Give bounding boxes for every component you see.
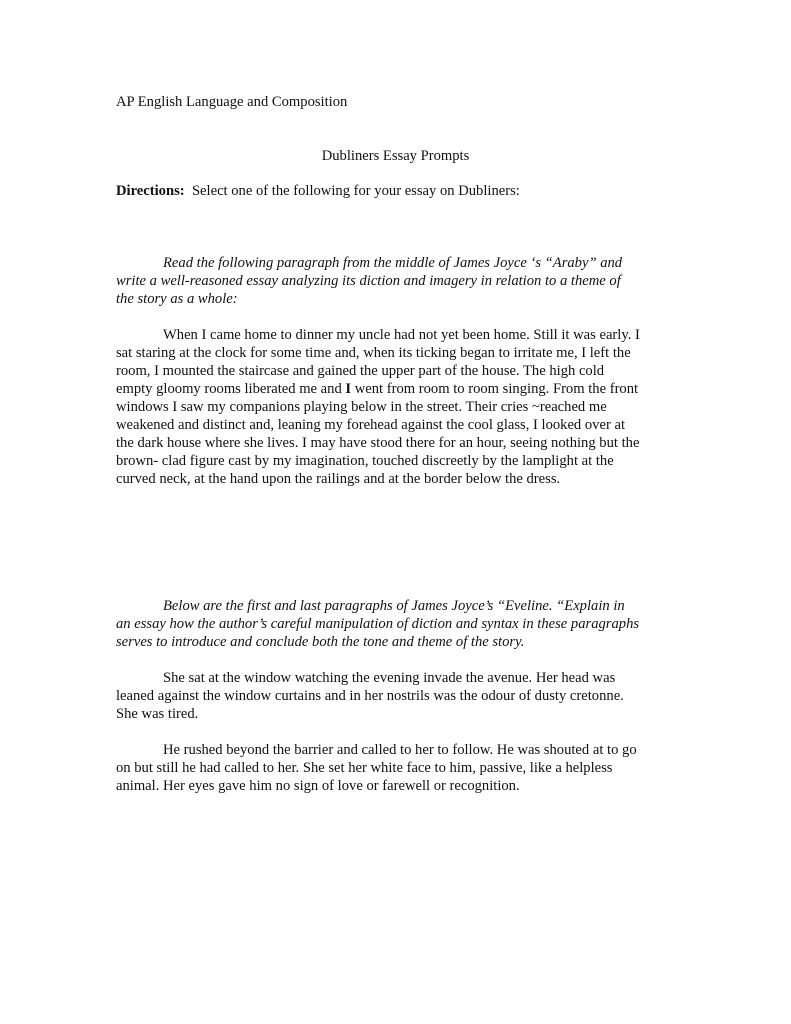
prompt2-instruction-line: an essay how the author’s careful manipulation of diction and syntax in these paragraphs — [116, 616, 640, 632]
araby-line: weakened and distinct and, leaning my forehead against the cool glass, I looked over at — [116, 417, 625, 433]
araby-line-part: empty gloomy rooms liberated me and — [116, 381, 346, 397]
eveline-line: She sat at the window watching the evening invade the avenue. Her head was — [163, 670, 616, 686]
eveline-line: animal. Her eyes gave him no sign of love or farewell or recognition. — [116, 778, 520, 794]
araby-bold-i: I — [345, 381, 352, 397]
eveline-line: on but still he had called to her. She set her white face to him, passive, like a helpless — [116, 760, 613, 776]
araby-line: sat staring at the clock for some time and, when its ticking began to irritate me, I left the — [116, 345, 631, 361]
araby-line-part: went from room to room singing. From the front — [351, 381, 639, 397]
araby-line: room, I mounted the staircase and gained the upper part of the house. The high cold — [116, 363, 605, 379]
araby-line: the dark house where she lives. I may have stood there for an hour, seeing nothing but the — [116, 435, 640, 451]
araby-line: windows I saw my companions playing below in the street. Their cries ~reached me — [116, 399, 607, 415]
araby-line: curved neck, at the hand upon the railings and at the border below the dress. — [116, 471, 561, 487]
prompt1-instruction-line: Read the following paragraph from the middle of James Joyce ‘s “Araby” and — [163, 255, 623, 271]
eveline-line: He rushed beyond the barrier and called to her to follow. He was shouted at to go — [163, 742, 637, 758]
directions-text: Select one of the following for your essay on Dubliners: — [184, 183, 520, 199]
prompt2-instruction-line: serves to introduce and conclude both the tone and theme of the story. — [116, 634, 525, 650]
doc-title: Dubliners Essay Prompts — [321, 148, 470, 164]
araby-line: brown- clad figure cast by my imagination, touched discreetly by the lamplight at the — [116, 453, 614, 469]
directions-label: Directions: — [116, 183, 185, 199]
eveline-line: leaned against the window curtains and in her nostrils was the odour of dusty cretonne. — [116, 688, 624, 704]
prompt1-instruction-line: write a well-reasoned essay analyzing its diction and imagery in relation to a theme of — [116, 273, 621, 289]
araby-line: When I came home to dinner my uncle had not yet been home. Still it was early. I — [163, 327, 640, 343]
directions — [116, 182, 520, 200]
course-title: AP English Language and Composition — [116, 94, 348, 110]
araby-line — [116, 380, 638, 398]
prompt2-instruction-line: Below are the first and last paragraphs of James Joyce’s “Eveline. “Explain in — [163, 598, 625, 614]
prompt1-instruction-line: the story as a whole: — [116, 291, 238, 307]
eveline-line: She was tired. — [116, 706, 199, 722]
